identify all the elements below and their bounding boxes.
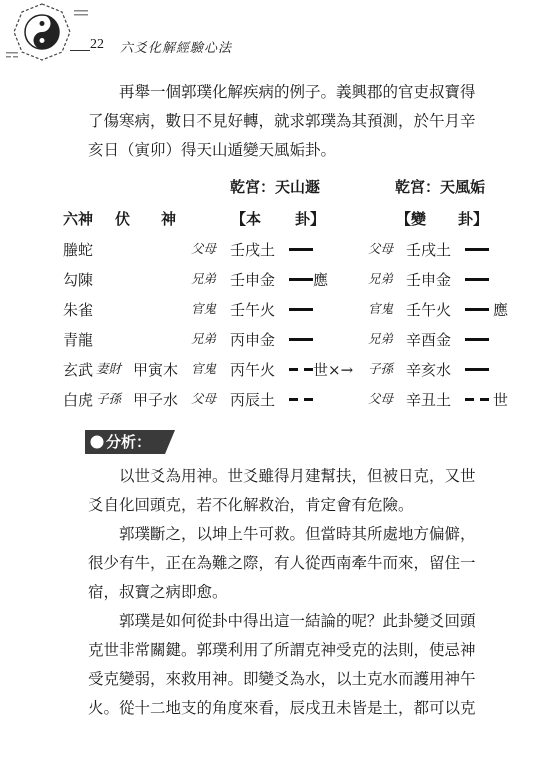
table-row	[63, 239, 523, 261]
yang-line-icon	[465, 278, 489, 281]
ganzhi-cell: 壬戌土	[230, 241, 276, 259]
liushen-cell: 白虎	[63, 391, 94, 409]
page-number: 22	[90, 37, 104, 52]
yang-line-icon	[289, 338, 313, 341]
changed-ganzhi-cell: 辛酉金	[406, 331, 452, 349]
liushen-cell: 青龍	[63, 331, 94, 349]
ganzhi-cell: 丙申金	[230, 331, 276, 349]
col-shen: 神	[161, 210, 177, 228]
changed-relation-cell: 子孫	[368, 361, 394, 376]
original-hexagram-title: 乾宮：天山遯	[230, 178, 321, 196]
changed-ganzhi-cell: 壬申金	[406, 271, 452, 289]
changed-ganzhi-cell: 辛丑土	[406, 391, 452, 409]
changed-relation-cell: 官鬼	[368, 301, 394, 316]
changed-relation-cell: 父母	[368, 391, 394, 406]
table-row	[63, 269, 523, 291]
yang-line-icon	[465, 248, 489, 251]
changed-ganzhi-cell: 壬午火	[406, 301, 452, 319]
changed-relation-cell: 兄弟	[368, 331, 394, 346]
yang-line-icon	[465, 338, 489, 341]
analysis-paragraph: 郭璞斷之，以坤上牛可救。但當時其所處地方偏僻，很少有牛，正在為難之際，有人從西南牽牛而來，留住一宿，叔寶之病即愈。	[88, 525, 476, 601]
yang-line-icon	[289, 278, 313, 281]
fu-ganzhi-cell: 甲子水	[133, 391, 179, 409]
changed-relation-cell: 父母	[368, 241, 394, 256]
col-bian: 【變	[396, 210, 427, 228]
analysis-label: 分析：	[106, 433, 152, 451]
ganzhi-cell: 壬午火	[230, 301, 276, 319]
col-fu: 伏	[115, 210, 131, 228]
changed-ganzhi-cell: 壬戌土	[406, 241, 452, 259]
yin-line-icon	[289, 368, 313, 371]
relation-cell: 父母	[191, 391, 217, 406]
running-title: 六爻化解經驗心法	[120, 41, 233, 56]
relation-cell: 官鬼	[191, 301, 217, 316]
changed-relation-cell: 兄弟	[368, 271, 394, 286]
table-row	[63, 299, 523, 321]
relation-cell: 父母	[191, 241, 217, 256]
yang-line-icon	[289, 308, 313, 311]
yang-line-icon	[289, 248, 313, 251]
liushen-cell: 勾陳	[63, 271, 94, 289]
changed-ganzhi-cell: 辛亥水	[406, 361, 452, 379]
analysis-paragraph: 以世爻為用神。世爻雖得月建幫扶，但被日克，又世爻自化回頭克，若不化解救治，肯定會有危險。	[88, 467, 476, 514]
table-header-row	[63, 208, 523, 230]
shi-ying-mark: 應	[313, 271, 329, 289]
table-row	[63, 359, 523, 381]
col-ben: 【本	[231, 210, 262, 228]
liushen-cell: 螣蛇	[63, 241, 94, 259]
analysis-paragraph: 郭璞是如何從卦中得出這一結論的呢？此卦變爻回頭克世非常關鍵。郭璞利用了所謂克神受克的法則，使忌神受克變弱，來救用神。即變爻為水，以土克水而護用神午火。從十二地支的角度來看，辰戌丑未皆是土，都可以克	[88, 612, 476, 717]
fu-ganzhi-cell: 甲寅木	[133, 361, 179, 379]
ganzhi-cell: 壬申金	[230, 271, 276, 289]
fu-relation-cell: 妻財	[96, 361, 122, 376]
col-gua2: 卦】	[458, 210, 489, 228]
table-row	[63, 329, 523, 351]
yang-line-icon	[465, 308, 489, 311]
analysis-body	[88, 462, 490, 723]
relation-cell: 兄弟	[191, 271, 217, 286]
yang-line-icon	[465, 368, 489, 371]
intro-paragraph: 再舉一個郭璞化解疾病的例子。義興郡的官吏叔寶得了傷寒病，數日不見好轉，就求郭璞為其預測，於午月辛亥日（寅卯）得天山遁變天風姤卦。	[88, 83, 476, 159]
shi-ying-mark: 世×→	[313, 361, 354, 379]
changed-hexagram-title: 乾宮：天風姤	[395, 178, 486, 196]
relation-cell: 兄弟	[191, 331, 217, 346]
liushen-cell: 朱雀	[63, 301, 94, 319]
yin-yang-bagua-logo	[4, 2, 96, 62]
col-gua1: 卦】	[295, 210, 326, 228]
yin-line-icon	[289, 398, 313, 401]
yin-line-icon	[465, 398, 489, 401]
header-rule	[70, 50, 90, 51]
changed-shi-ying-mark: 應	[493, 301, 509, 319]
liushen-cell: 玄武	[63, 361, 94, 379]
relation-cell: 官鬼	[191, 361, 217, 376]
col-liushen: 六神	[63, 210, 94, 228]
table-row	[63, 389, 523, 411]
fu-relation-cell: 子孫	[96, 391, 122, 406]
ganzhi-cell: 丙午火	[230, 361, 276, 379]
ganzhi-cell: 丙辰土	[230, 391, 276, 409]
changed-shi-ying-mark: 世	[493, 391, 509, 409]
